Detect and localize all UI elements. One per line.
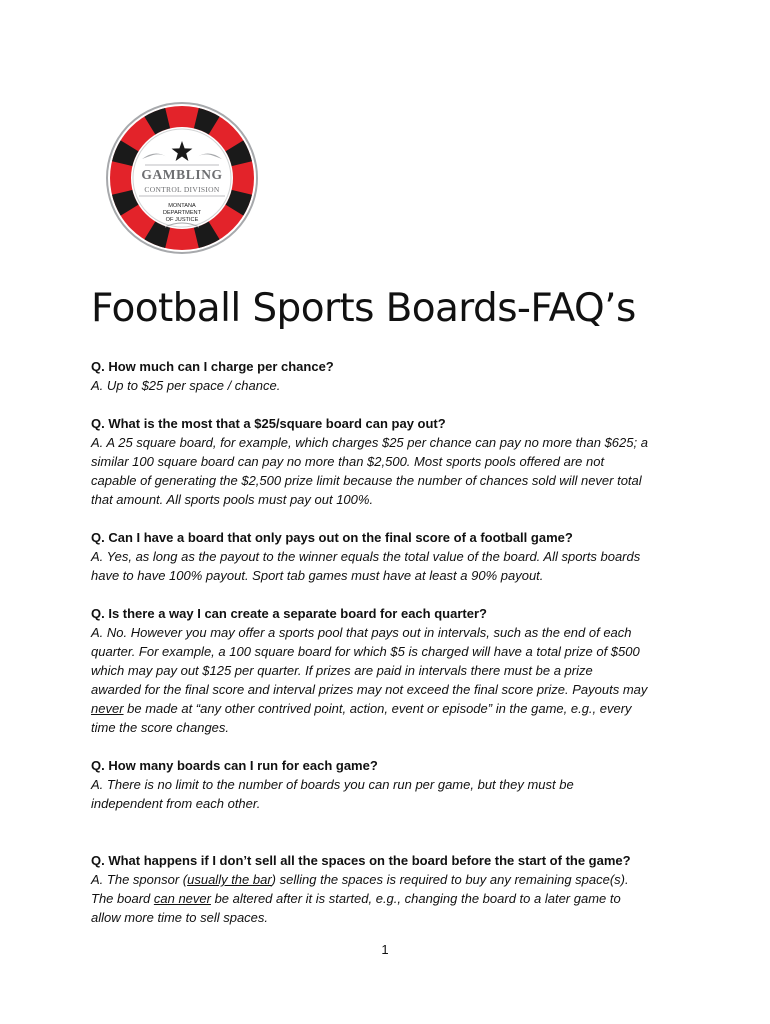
faq-answer-line: A. A 25 square board, for example, which charges $25 per chance can pay no more than $625; a xyxy=(91,435,648,450)
faq-answer-line: time the score changes. xyxy=(91,720,230,735)
faq-answer-line: A. There is no limit to the number of boards you can run per game, but they must be xyxy=(91,777,574,792)
faq-item xyxy=(91,756,691,813)
answer-text: The board xyxy=(91,891,154,906)
answer-text: be made at “any other contrived point, action, event or episode” in the game, e.g., every xyxy=(123,701,632,716)
page-title: Football Sports Boards-FAQ’s xyxy=(91,286,636,331)
logo-dept-line2: DEPARTMENT xyxy=(162,210,202,216)
faq-question: Q. How many boards can I run for each game? xyxy=(91,758,378,773)
faq-item xyxy=(91,604,691,737)
underlined-text: can never xyxy=(153,891,211,906)
faq-question: Q. What happens if I don’t sell all the spaces on the board before the start of the game? xyxy=(91,853,631,868)
logo-brand-top: GAMBLING xyxy=(141,167,223,182)
faq-item xyxy=(91,851,691,927)
faq-question: Q. Can I have a board that only pays out on the final score of a football game? xyxy=(91,530,573,545)
logo-dept-line3: OF JUSTICE xyxy=(165,217,199,223)
faq-question: Q. Is there a way I can create a separate board for each quarter? xyxy=(91,606,487,621)
faq-question: Q. How much can I charge per chance? xyxy=(91,359,334,374)
faq-answer-line: A. No. However you may offer a sports pool that pays out in intervals, such as the end of each xyxy=(91,625,632,640)
faq-answer-line: which may pay out $125 per quarter. If prizes are paid in intervals there must be a prize xyxy=(91,663,593,678)
underlined-text: usually the bar xyxy=(187,872,272,887)
answer-text: be altered after it is started, e.g., changing the board to a later game to xyxy=(210,891,621,906)
faq-list xyxy=(91,357,691,946)
faq-item xyxy=(91,414,691,509)
faq-item xyxy=(91,357,691,395)
answer-text: ) selling the spaces is required to buy any remaining space(s). xyxy=(271,872,629,887)
faq-answer-line xyxy=(91,699,691,718)
logo-dept-line1: MONTANA xyxy=(168,203,196,209)
faq-answer-line xyxy=(91,889,691,908)
faq-answer-line: that amount. All sports pools must pay out 100%. xyxy=(91,492,374,507)
faq-answer-line: similar 100 square board can pay no more than $2,500. Most sports pools offered are not xyxy=(91,454,605,469)
faq-item xyxy=(91,528,691,585)
page-number: 1 xyxy=(381,942,389,957)
answer-text: A. The sponsor ( xyxy=(91,872,188,887)
gambling-control-division-logo xyxy=(105,101,259,255)
logo-brand-bottom: CONTROL DIVISION xyxy=(144,185,220,194)
faq-answer-line: A. Yes, as long as the payout to the winner equals the total value of the board. All sports boards xyxy=(91,549,641,564)
faq-answer-line: capable of generating the $2,500 prize limit because the number of chances sold will never total xyxy=(91,473,642,488)
faq-answer-line: quarter. For example, a 100 square board for which $5 is charged will have a total prize of $500 xyxy=(91,644,640,659)
faq-answer-line: have to have 100% payout. Sport tab games must have at least a 90% payout. xyxy=(91,568,544,583)
faq-answer-line: independent from each other. xyxy=(91,796,261,811)
faq-question: Q. What is the most that a $25/square board can pay out? xyxy=(91,416,446,431)
faq-answer-line: A. Up to $25 per space / chance. xyxy=(91,378,281,393)
faq-answer-line: awarded for the final score and interval prizes may not exceed the final score prize. Payouts may xyxy=(91,682,648,697)
faq-answer-line: allow more time to sell spaces. xyxy=(91,910,269,925)
underlined-text: never xyxy=(91,701,124,716)
faq-answer-line xyxy=(91,870,691,889)
